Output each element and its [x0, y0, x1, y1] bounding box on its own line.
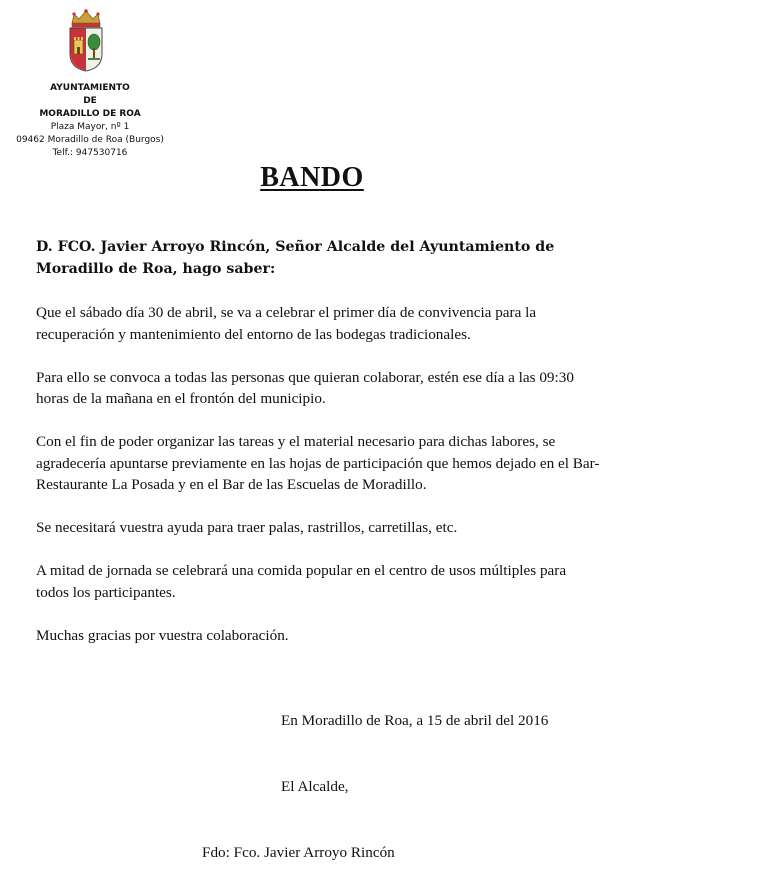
signer-title: El Alcalde, [281, 778, 349, 795]
municipality-letterhead [10, 82, 170, 160]
paragraph-signup: Con el fin de poder organizar las tareas y el material necesario para dichas labores, se agradecería apuntarse previamente en las hojas de participación que hemos dejado en el Bar-Restaurante La Posada y en el Bar de las Escuelas de Moradillo. [36, 433, 600, 493]
letterhead-line-2: DE [83, 96, 97, 106]
notice-body [36, 302, 601, 668]
paragraph-event: Que el sábado día 30 de abril, se va a celebrar el primer día de convivencia para la recuperación y mantenimiento del entorno de las bodegas tradicionales. [36, 304, 537, 343]
letterhead-line-3: MORADILLO DE ROA [39, 109, 141, 119]
paragraph-lunch: A mitad de jornada se celebrará una comida popular en el centro de usos múltiples para todos los participantes. [36, 562, 567, 601]
letterhead-line-1: AYUNTAMIENTO [50, 83, 130, 93]
letterhead-phone: Telf.: 947530716 [52, 148, 128, 158]
intro-block [36, 236, 556, 280]
paragraph-meeting: Para ello se convoca a todas las personas que quieran colaborar, estén ese día a las 09:30 horas de la mañana en el frontón del municipio. [36, 368, 574, 407]
municipal-coat-of-arms-icon [66, 8, 106, 72]
letterhead-address: Plaza Mayor, nº 1 [50, 122, 130, 132]
letterhead-postal: 09462 Moradillo de Roa (Burgos) [16, 135, 164, 145]
place-and-date: En Moradillo de Roa, a 15 de abril del 2016 [281, 712, 549, 729]
document-title: BANDO [260, 162, 364, 193]
intro-paragraph: D. FCO. Javier Arroyo Rincón, Señor Alcalde del Ayuntamiento de Moradillo de Roa, hago saber: [36, 239, 555, 277]
signature-line: Fdo: Fco. Javier Arroyo Rincón [202, 844, 395, 861]
paragraph-tools: Se necesitará vuestra ayuda para traer palas, rastrillos, carretillas, etc. [36, 519, 458, 536]
paragraph-thanks: Muchas gracias por vuestra colaboración. [36, 626, 289, 644]
